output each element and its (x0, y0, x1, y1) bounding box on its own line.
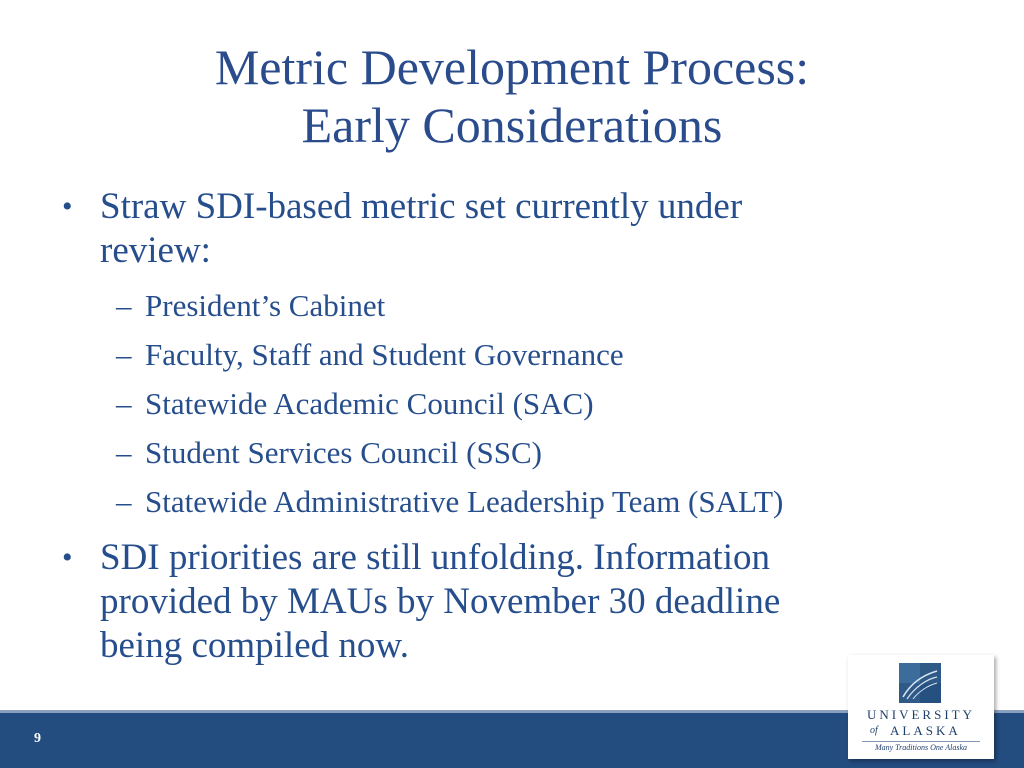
bullet-2-line-3: being compiled now. (100, 625, 409, 666)
title-line-2: Early Considerations (301, 97, 723, 153)
dash-icon: – (116, 484, 132, 519)
logo-of-text: of (870, 725, 878, 736)
slide-title (0, 38, 1024, 154)
university-logo (848, 655, 994, 759)
dash-icon: – (116, 288, 132, 323)
sub-item (56, 428, 936, 477)
bullet-1-line-1: Straw SDI-based metric set currently under (100, 186, 743, 227)
sub-item (56, 477, 936, 526)
sub-item (56, 281, 936, 330)
page-number: 9 (34, 731, 41, 746)
bullet-2-line-1: SDI priorities are still unfolding. Information (100, 537, 770, 578)
logo-tagline: Many Traditions One Alaska (874, 743, 968, 752)
sub-item-text: Faculty, Staff and Student Governance (145, 337, 624, 372)
dash-icon: – (116, 337, 132, 372)
bullet-icon: • (62, 541, 73, 574)
sub-item-text: Statewide Administrative Leadership Team (SALT) (145, 484, 784, 519)
slide-body (56, 185, 936, 668)
bullet-item-1 (56, 185, 936, 273)
bullet-2-line-2: provided by MAUs by November 30 deadline (100, 581, 781, 622)
bullet-icon: • (62, 190, 73, 223)
dash-icon: – (116, 435, 132, 470)
logo-alaska-text: ALASKA (890, 723, 961, 738)
sub-item-text: President’s Cabinet (145, 288, 386, 323)
title-line-1: Metric Development Process: (214, 39, 810, 95)
sub-item (56, 379, 936, 428)
sub-item (56, 330, 936, 379)
bullet-item-2 (56, 536, 936, 668)
logo-mark-icon (899, 663, 941, 703)
logo-university-text: UNIVERSITY (867, 707, 975, 722)
dash-icon: – (116, 386, 132, 421)
sub-item-text: Statewide Academic Council (SAC) (145, 386, 594, 421)
sub-item-text: Student Services Council (SSC) (145, 435, 542, 470)
logo-divider (862, 741, 980, 742)
bullet-1-line-2: review: (100, 230, 211, 271)
